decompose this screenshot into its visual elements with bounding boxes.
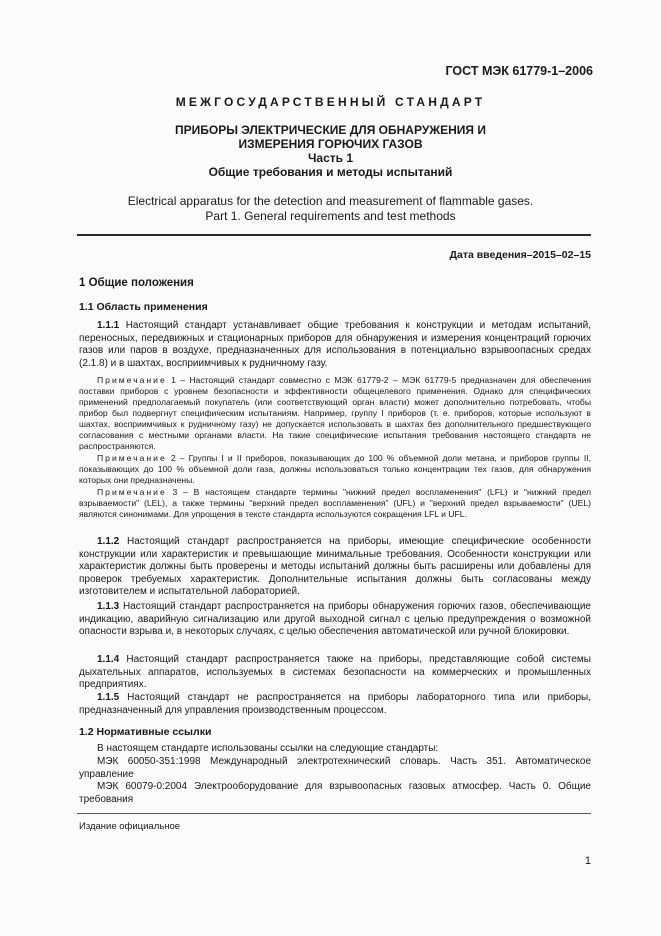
clause-text: Настоящий стандарт не распространяется на приборы лабораторного типа или приборы, предназначенный для управления производственным процессом. [79, 692, 591, 716]
references-intro [79, 743, 591, 756]
paragraph-1-1-1 [79, 320, 591, 370]
section-heading: 1 Общие положения [79, 277, 194, 289]
document-title-ru [0, 123, 661, 179]
subsection-heading-scope: 1.1 Область применения [79, 301, 208, 313]
page-number: 1 [584, 855, 591, 867]
title-part: Часть 1 [307, 151, 354, 165]
title-en-line-1: Electrical apparatus for the detection and measurement of flammable gases. [127, 194, 534, 208]
note-text: – Группы I и II приборов, показывающих до 100 % объемной доли метана, и приборов группы II, показывающих до 100 % объемной доли газа, должны использоваться только концентрации тех газов, для обнаружения которых они предназначены. [79, 453, 591, 485]
header-divider [77, 234, 591, 236]
clause-number: 1.1.4 [97, 654, 120, 665]
note-number: 1 [166, 375, 176, 385]
clause-text: Настоящий стандарт распространяется на приборы, имеющие специфические особенности конструкции или характеристик и превышающие минимальные требования. Особенности конструкции или характеристик должны быть проверены и методы испытаний должны быть расширены или добавлены для проверок требуемых характеристик. Дополнительные испытания должны быть согласованы между изготовителем и испытательной лабораторией. [79, 536, 591, 598]
paragraph-1-1-3 [79, 601, 591, 639]
official-edition-label: Издание официальное [79, 821, 181, 832]
note-label: Примечание [97, 453, 167, 463]
title-en-line-2: Part 1. General requirements and test methods [205, 208, 456, 223]
clause-text: Настоящий стандарт распространяется на приборы обнаружения горючих газов, обеспечивающие индикацию, аварийную сигнализацию или другой выходной сигнал с целью предупреждения о возможной опасности взрыва и, в некоторых случаях, с целью обеспечения автоматической или ручной блокировки. [79, 601, 591, 638]
note-1 [79, 375, 591, 452]
reference-1: МЭК 60050-351:1998 Международный электротехнический словарь. Часть 351. Автоматическое управление [79, 756, 591, 780]
clause-text: Настоящий стандарт распространяется также на приборы, представляющие собой системы дыхательных аппаратов, используемых в системах безопасности на коммерческих и промышленных предприятиях. [79, 654, 591, 691]
introduction-date: Дата введения–2015–02–15 [449, 249, 591, 261]
document-title-en [0, 194, 661, 223]
paragraph-1-1-2 [79, 536, 591, 599]
note-label: Примечание [97, 375, 167, 385]
clause-text: Настоящий стандарт устанавливает общие требования к конструкции и методам испытаний, переносных, передвижных и стационарных приборов для обнаружения и измерения концентраций горючих газов или паров в воздухе, предназначенных для использования в потенциально взрывоопасных средах (2.1.8) и в шахтах, восприимчивых к рудничному газу. [79, 320, 591, 369]
footer-divider [77, 813, 591, 814]
clause-number: 1.1.2 [97, 536, 120, 547]
subsection-heading-normative-refs: 1.2 Нормативные ссылки [79, 726, 212, 738]
clause-number: 1.1.3 [97, 601, 120, 612]
standard-label: МЕЖГОСУДАРСТВЕННЫЙ СТАНДАРТ [175, 95, 486, 109]
references-intro-text: В настоящем стандарте использованы ссылки на следующие стандарты: [97, 743, 439, 754]
title-line-1: ПРИБОРЫ ЭЛЕКТРИЧЕСКИЕ ДЛЯ ОБНАРУЖЕНИЯ И [174, 123, 487, 137]
paragraph-1-1-4 [79, 654, 591, 692]
note-3 [79, 487, 591, 520]
document-code: ГОСТ МЭК 61779-1–2006 [445, 64, 593, 78]
note-text: – В настоящем стандарте термины "нижний предел воспламенения" (LFL) и "нижний предел взрываемости" (LEL), а также термины "верхний предел воспламенения" (UFL) и "верхний предел взрываемости" (UEL) являются синонимами. Для упрощения в тексте стандарта используются сокращения LFL и UFL. [79, 487, 591, 519]
reference-2: МЭК 60079-0:2004 Электрооборудование для взрывоопасных газовых атмосфер. Часть 0. Общие требования [79, 781, 591, 805]
note-text: – Настоящий стандарт совместно с МЭК 61779-2 – МЭК 61779-5 предназначен для обеспечения поставки приборов с уровнем безопасности и эффективности общецелевого применения. Однако для специфических применений предполагаемый покупатель (или соответствующий орган власти) может дополнительно потребовать, чтобы прибор был подвергнут специфическим испытаниям. Например, группу I приборов (т. е. приборов, которые используют в шахтах, восприимчивых к рудничному газу) не допускается использовать в шахтах без дополнительного предшествующего согласования с местными органами власти. На такие специфические испытания требования настоящего стандарта не распространяются. [79, 375, 591, 451]
clause-number: 1.1.1 [97, 320, 120, 331]
note-label: Примечание [97, 487, 167, 497]
note-2 [79, 453, 591, 486]
paragraph-1-1-5 [79, 692, 591, 717]
note-number: 2 [166, 453, 176, 463]
title-line-2: ИЗМЕРЕНИЯ ГОРЮЧИХ ГАЗОВ [238, 137, 423, 151]
note-number: 3 [166, 487, 178, 497]
title-subtitle: Общие требования и методы испытаний [208, 165, 453, 179]
clause-number: 1.1.5 [97, 692, 120, 703]
